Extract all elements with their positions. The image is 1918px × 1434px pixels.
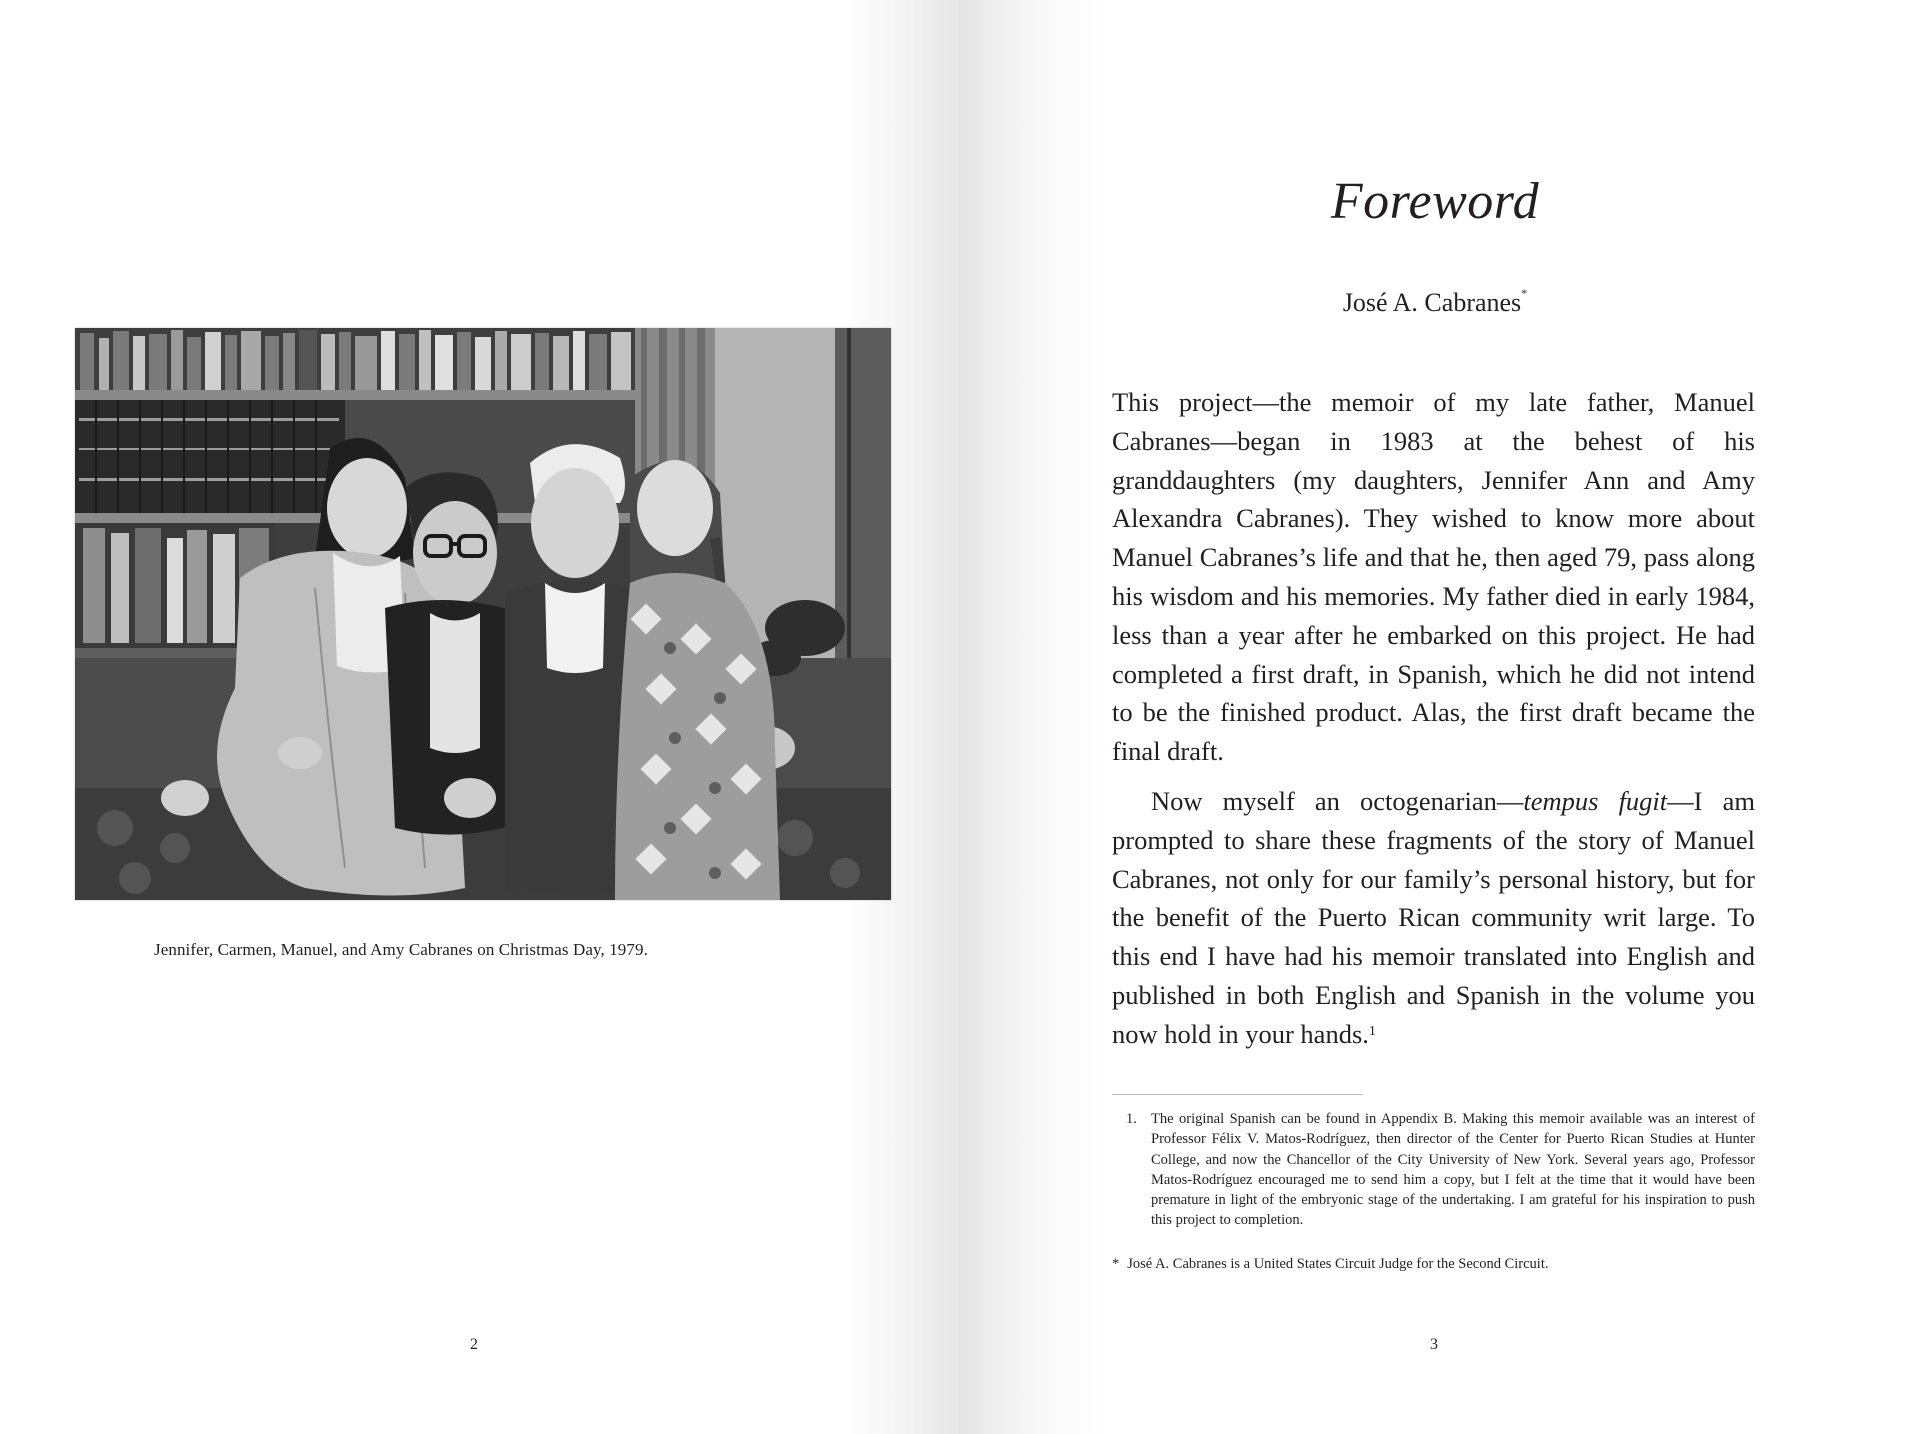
paragraph-2 — [1112, 782, 1755, 1060]
photo-caption: Jennifer, Carmen, Manuel, and Amy Cabranes on Christmas Day, 1979. — [154, 940, 648, 959]
paragraph-2-italic-phrase: tempus fugit — [1523, 785, 1668, 816]
footnote-1-text: The original Spanish can be found in Appendix B. Making this memoir available was an interest of Professor Félix V. Matos-Rodríguez, then director of the Center for Puerto Rican Studies at Hunter College, and now the Chancellor of the City University of New York. Several years ago, Professor Matos-Rodríguez encouraged me to send him a copy, but I felt at the time that it would have been premature in light of the embryonic stage of the undertaking. I am grateful for his inspiration to push this project to completion. — [1151, 1111, 1755, 1229]
footnote-author-marker: * — [1112, 1256, 1120, 1272]
paragraph-1: This project—the memoir of my late father, Manuel Cabranes—began in 1983 at the behest of his granddaughters (my daughters, Jennifer Ann and Amy Alexandra Cabranes). They wished to know more about Manuel Cabranes’s life and that he, then aged 79, pass along his wisdom and his memories. My father died in early 1984, less than a year after he embarked on this project. He had completed a first draft, in Spanish, which he did not intend to be the finished product. Alas, the first draft became the final draft. — [1112, 387, 1755, 767]
footnote-1-marker: 1. — [1126, 1111, 1137, 1127]
footnote-author-text: José A. Cabranes is a United States Circuit Judge for the Second Circuit. — [1127, 1256, 1549, 1272]
page-number-right: 3 — [1430, 1336, 1438, 1353]
footnote-author — [1112, 1254, 1755, 1274]
footnote-rule — [1112, 1094, 1363, 1095]
foreword-body — [1112, 383, 1755, 1060]
author-footnote-mark: * — [1521, 286, 1528, 301]
author-name: José A. Cabranes — [1342, 288, 1522, 317]
paragraph-2-start: Now myself an octogenarian— — [1151, 785, 1524, 816]
family-photo-image — [75, 328, 891, 900]
footnote-reference: 1 — [1368, 1023, 1376, 1039]
chapter-title: Foreword — [1330, 173, 1540, 230]
chapter-author — [1112, 288, 1758, 318]
page-number-left: 2 — [470, 1336, 478, 1353]
family-photo — [75, 328, 891, 900]
paragraph-2-rest: —I am prompted to share these fragments of the story of Manuel Cabranes, not only for our family’s personal history, but for the benefit of the Puerto Rican community writ large. To this end I have had his memoir translated into English and published in both English and Spanish in the volume you now hold in your hands. — [1112, 785, 1755, 1049]
footnote-1 — [1112, 1109, 1755, 1231]
